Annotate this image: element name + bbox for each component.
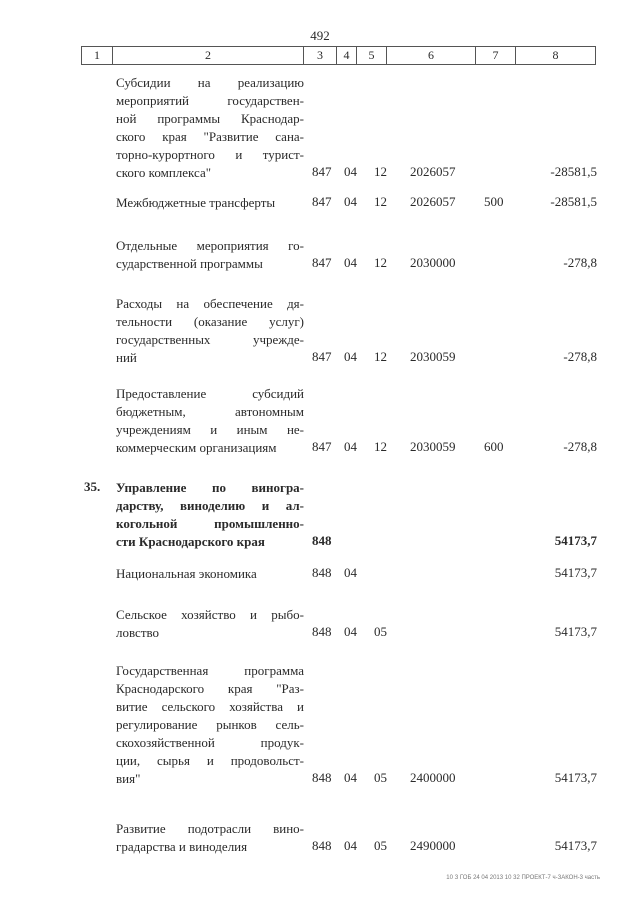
amount: 54173,7 <box>554 770 597 785</box>
description-line: ний <box>116 350 137 365</box>
description-line: Государственная программа <box>116 663 304 678</box>
description-line: Отдельные мероприятия го- <box>116 238 304 253</box>
ministry-code: 848 <box>312 770 332 785</box>
subsection-code: 12 <box>374 349 387 364</box>
description-line: торно-курортного и турист- <box>116 147 304 162</box>
ministry-code: 847 <box>312 194 332 209</box>
column-header-row <box>81 46 596 65</box>
row-description <box>116 295 304 367</box>
row-description <box>116 662 304 788</box>
header-col-1: 1 <box>82 47 113 64</box>
amount: 54173,7 <box>554 838 597 853</box>
description-line: ной программы Краснодар- <box>116 111 304 126</box>
section-code: 04 <box>344 349 357 364</box>
description-line: ского комплекса" <box>116 165 212 180</box>
description-line: Субсидии на реализацию <box>116 75 304 90</box>
target-article-code: 2030000 <box>410 255 456 270</box>
subsection-code: 05 <box>374 770 387 785</box>
amount: -278,8 <box>563 349 597 364</box>
description-line: ции, сырья и продовольст- <box>116 753 304 768</box>
ministry-code: 848 <box>312 624 332 639</box>
amount: -278,8 <box>563 439 597 454</box>
header-col-5: 5 <box>357 47 387 64</box>
section-code: 04 <box>344 624 357 639</box>
row-description <box>116 194 304 212</box>
ministry-code: 848 <box>312 565 332 580</box>
target-article-code: 2490000 <box>410 838 456 853</box>
page-number: 492 <box>310 28 330 43</box>
footer-note: 10 З ГОБ 24 04 2013 10 32 ПРОЕКТ-7 ч-ЗАКОН-3 часть <box>446 875 600 881</box>
row-description <box>116 479 304 551</box>
section-code: 04 <box>344 439 357 454</box>
description-line: скохозяйственной продук- <box>116 735 304 750</box>
section-code: 04 <box>344 565 357 580</box>
subsection-code: 12 <box>374 255 387 270</box>
description-line: Развитие подотрасли вино- <box>116 821 304 836</box>
subsection-code: 12 <box>374 164 387 179</box>
amount: -28581,5 <box>550 164 597 179</box>
description-line: вия" <box>116 771 141 786</box>
description-line: государственных учрежде- <box>116 332 304 347</box>
subsection-code: 05 <box>374 838 387 853</box>
description-line: мероприятий государствен- <box>116 93 304 108</box>
subsection-code: 12 <box>374 439 387 454</box>
target-article-code: 2026057 <box>410 194 456 209</box>
description-line: Краснодарского края "Раз- <box>116 681 304 696</box>
row-description <box>116 74 304 182</box>
subsection-code: 12 <box>374 194 387 209</box>
description-line: тельности (оказание услуг) <box>116 314 304 329</box>
description-line: Предоставление субсидий <box>116 386 304 401</box>
description-line: коммерческим организациям <box>116 440 277 455</box>
description-line: бюджетным, автономным <box>116 404 304 419</box>
description-line: Расходы на обеспечение дя- <box>116 296 304 311</box>
ministry-code: 848 <box>312 533 332 548</box>
row-number: 35. <box>84 479 101 494</box>
description-line: сти Краснодарского края <box>116 534 265 549</box>
section-code: 04 <box>344 194 357 209</box>
header-col-3: 3 <box>304 47 337 64</box>
row-description <box>116 237 304 273</box>
header-col-2: 2 <box>113 47 304 64</box>
ministry-code: 847 <box>312 439 332 454</box>
description-line: Национальная экономика <box>116 566 257 581</box>
description-line: Управление по виногра- <box>116 480 304 495</box>
amount: -28581,5 <box>550 194 597 209</box>
section-code: 04 <box>344 770 357 785</box>
row-description <box>116 385 304 457</box>
description-line: Межбюджетные трансферты <box>116 195 276 210</box>
ministry-code: 847 <box>312 255 332 270</box>
description-line: витие сельского хозяйства и <box>116 699 304 714</box>
section-code: 04 <box>344 838 357 853</box>
description-line: ского края "Развитие сана- <box>116 129 304 144</box>
row-description <box>116 820 304 856</box>
ministry-code: 847 <box>312 349 332 364</box>
description-line: дарству, виноделию и ал- <box>116 498 304 513</box>
header-col-4: 4 <box>337 47 357 64</box>
subsection-code: 05 <box>374 624 387 639</box>
amount: 54173,7 <box>554 624 597 639</box>
header-col-7: 7 <box>476 47 516 64</box>
description-line: когольной промышленно- <box>116 516 304 531</box>
amount: -278,8 <box>563 255 597 270</box>
description-line: градарства и виноделия <box>116 839 248 854</box>
expense-type-code: 500 <box>484 194 504 209</box>
target-article-code: 2030059 <box>410 349 456 364</box>
description-line: учреждениям и иным не- <box>116 422 304 437</box>
target-article-code: 2400000 <box>410 770 456 785</box>
header-col-6: 6 <box>387 47 476 64</box>
target-article-code: 2030059 <box>410 439 456 454</box>
description-line: ловство <box>116 625 160 640</box>
expense-type-code: 600 <box>484 439 504 454</box>
header-col-8: 8 <box>552 48 559 62</box>
description-line: сударственной программы <box>116 256 263 271</box>
description-line: Сельское хозяйство и рыбо- <box>116 607 304 622</box>
amount: 54173,7 <box>554 533 597 548</box>
row-description <box>116 565 304 583</box>
ministry-code: 848 <box>312 838 332 853</box>
section-code: 04 <box>344 255 357 270</box>
section-code: 04 <box>344 164 357 179</box>
target-article-code: 2026057 <box>410 164 456 179</box>
amount: 54173,7 <box>554 565 597 580</box>
row-description <box>116 606 304 642</box>
description-line: регулирование рынков сель- <box>116 717 304 732</box>
ministry-code: 847 <box>312 164 332 179</box>
